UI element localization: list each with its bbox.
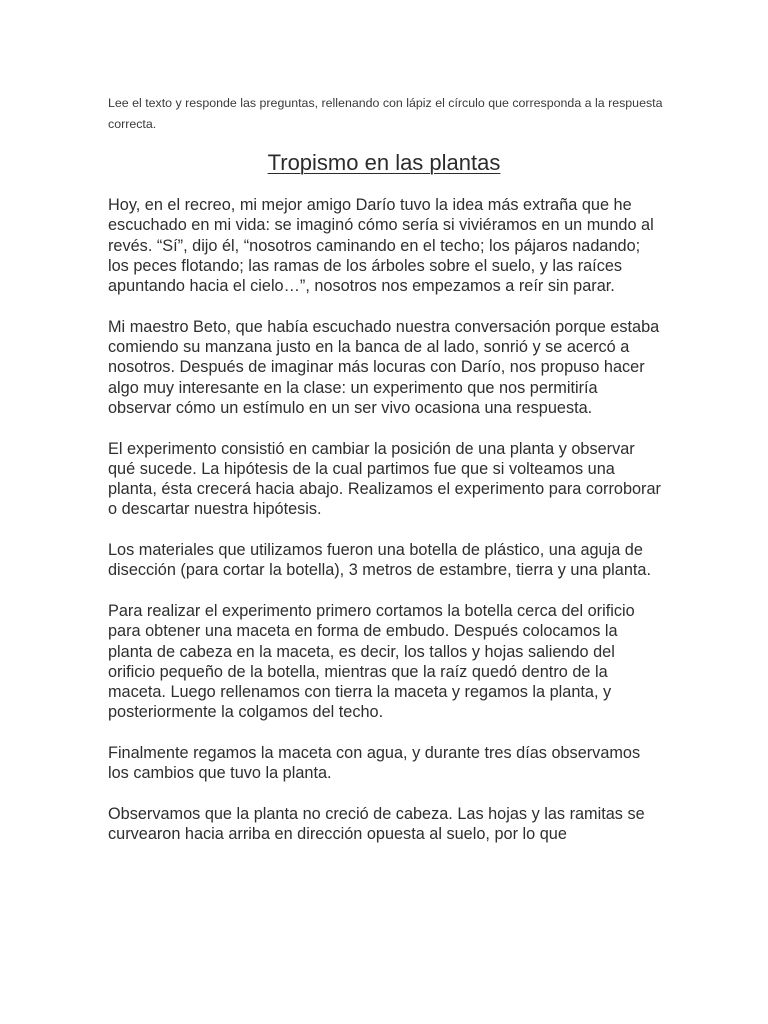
instructions-text: Lee el texto y responde las preguntas, rellenando con lápiz el círculo que corresponda a la respuesta correcta. [108,96,663,131]
paragraph-1: Hoy, en el recreo, mi mejor amigo Darío tuvo la idea más extraña que he escuchado en mi vida: se imaginó cómo sería si viviéramos en un mundo al revés. “Sí”, dijo él, “nosotros caminando en el techo; los pájaros nadando; los peces flotando; las ramas de los árboles sobre el suelo, y las raíces apuntando hacia el cielo…”, nosotros nos empezamos a reír sin parar. [108,196,654,296]
paragraph-3: El experimento consistió en cambiar la posición de una planta y observar qué sucede. La hipótesis de la cual partimos fue que si volteamos una planta, ésta crecerá hacia abajo. Realizamos el experimento para corroborar o descartar nuestra hipótesis. [108,439,661,519]
story-body [108,195,663,865]
page-title: Tropismo en las plantas [267,150,501,175]
paragraph-2: Mi maestro Beto, que había escuchado nuestra conversación porque estaba comiendo su manzana justo en la banca de al lado, sonrió y se acercó a nosotros. Después de imaginar más locuras con Darío, nos propuso hacer algo muy interesante en la clase: un experimento que nos permitiría observar cómo un estímulo en un ser vivo ocasiona una respuesta. [108,317,660,417]
paragraph-5: Para realizar el experimento primero cortamos la botella cerca del orificio para obtener una maceta en forma de embudo. Después colocamos la planta de cabeza en la maceta, es decir, los tallos y hojas saliendo del orificio pequeño de la botella, mientras que la raíz quedó dentro de la maceta. Luego rellenamos con tierra la maceta y regamos la planta, y posteriormente la colgamos del techo. [108,601,635,722]
paragraph-4: Los materiales que utilizamos fueron una botella de plástico, una aguja de disección (para cortar la botella), 3 metros de estambre, tierra y una planta. [108,541,651,580]
paragraph-7: Observamos que la planta no creció de cabeza. Las hojas y las ramitas se curvearon hacia arriba en dirección opuesta al suelo, por lo que [108,804,645,844]
paragraph-6: Finalmente regamos la maceta con agua, y durante tres días observamos los cambios que tuvo la planta. [108,744,641,783]
